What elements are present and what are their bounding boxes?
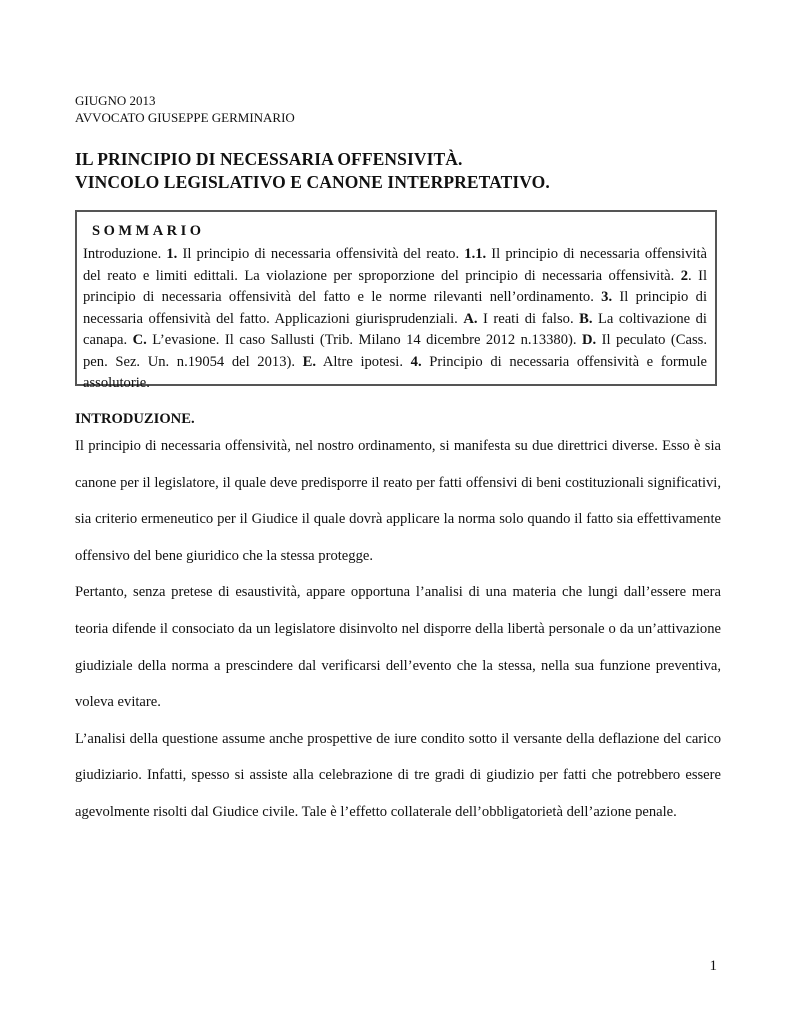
introduction-heading: INTRODUZIONE. <box>75 411 195 427</box>
paragraph: Il principio di necessaria offensività, nel nostro ordinamento, si manifesta su due direttrici diverse. Esso è sia canone per il legislatore, il quale deve predisporre il reato per fatti offensivi di beni costituzionali significativi, sia criterio ermeneutico per il Giudice il quale dovrà applicare la norma solo quando il fatto sia effettivamente offensivo del bene giuridico che la stessa protegge. <box>75 438 721 564</box>
summary-segment: Altre ipotesi. <box>316 353 411 370</box>
summary-segment: L’evasione. Il caso Sallusti (Trib. Milano 14 dicembre 2012 n.13380). <box>146 332 582 348</box>
summary-segment: Il peculato (Cass. pen. Sez. Un. n.19054 del 2013). <box>83 332 707 370</box>
paragraph: L’analisi della questione assume anche prospettive de iure condito sotto il versante della deflazione del carico giudiziario. Infatti, spesso si assiste alla celebrazione di tre gradi di giudizio per fatti che potrebbero essere agevolmente risolti dal Giudice civile. Tale è l’effetto collaterale dell’obbligatorietà dell’azione penale. <box>75 730 721 820</box>
title-line-1: IL PRINCIPIO DI NECESSARIA OFFENSIVITÀ. <box>75 149 463 169</box>
document-title <box>75 148 550 194</box>
summary-segment: La coltivazione di canapa. <box>83 310 707 348</box>
document-page <box>75 0 721 1024</box>
summary-section-number: E. <box>302 353 317 370</box>
summary-segment: Principio di necessaria offensività e formule assolutorie. <box>83 353 707 391</box>
summary-section-number: 1. <box>166 246 178 262</box>
summary-section-number: B. <box>579 310 593 327</box>
paragraph: Pertanto, senza pretese di esaustività, appare opportuna l’analisi di una materia che lungi dall’essere mera teoria difende il consociato da un legislatore disinvolto nel disporre della libertà personale o da un’attivazione giudiziale della norma a prescindere dal verificarsi dell’evento che la stessa, nella sua funzione preventiva, voleva evitare. <box>75 584 721 711</box>
summary-segment: Il principio di necessaria offensività del reato e limiti edittali. La violazione per sproporzione del principio di necessaria offensività. <box>83 246 707 284</box>
document-date: GIUGNO 2013 <box>75 93 156 108</box>
summary-segment: . Il principio di necessaria offensività del fatto e le norme rilevanti nell’ordinamento. <box>83 267 707 305</box>
page-number: 1 <box>709 958 717 974</box>
summary-section-number: D. <box>581 332 597 348</box>
summary-text <box>83 244 707 395</box>
summary-section-number: C. <box>132 332 147 348</box>
summary-segment: Introduzione. <box>83 246 167 262</box>
summary-section-number: 4. <box>410 353 422 370</box>
summary-heading: SOMMARIO <box>92 223 205 239</box>
summary-segment: Il principio di necessaria offensività del fatto. Applicazioni giurisprudenziali. <box>83 289 708 327</box>
summary-box <box>75 210 717 391</box>
summary-section-number: 1.1. <box>464 246 487 262</box>
title-line-2: VINCOLO LEGISLATIVO E CANONE INTERPRETATIVO. <box>75 172 550 192</box>
summary-section-number: 2 <box>680 267 689 284</box>
summary-segment: I reati di falso. <box>477 310 580 327</box>
document-header <box>75 92 295 126</box>
summary-segment: Il principio di necessaria offensività del reato. <box>177 246 465 262</box>
introduction-body <box>75 428 721 831</box>
document-author: AVVOCATO GIUSEPPE GERMINARIO <box>75 110 295 125</box>
summary-section-number: 3. <box>601 289 613 305</box>
summary-section-number: A. <box>463 310 478 327</box>
